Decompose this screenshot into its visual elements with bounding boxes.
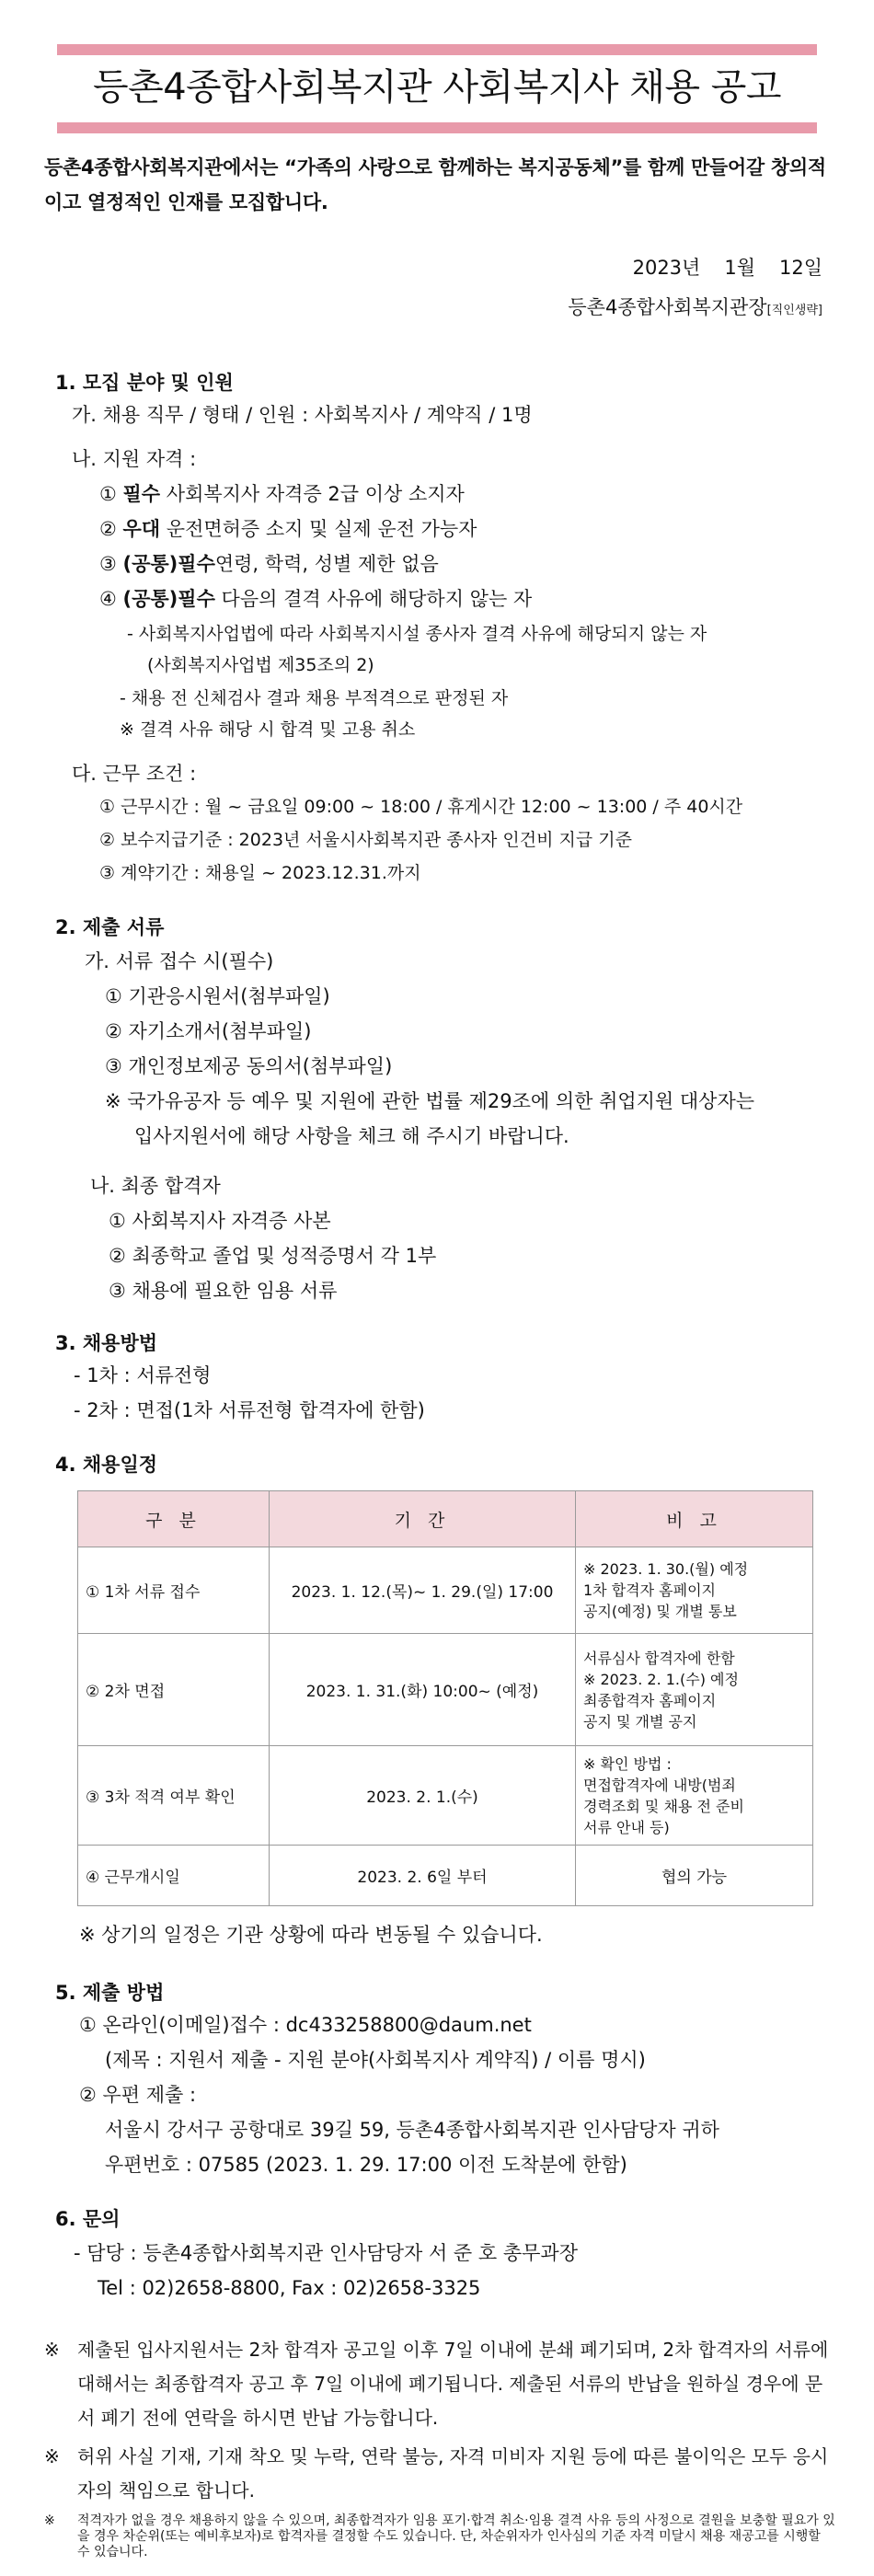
qualification-3-text: 연령, 학력, 성별 제한 없음	[214, 553, 439, 575]
section-3-heading: 3. 채용방법	[55, 1332, 158, 1354]
document-1: ① 기관응시원서(첨부파일)	[105, 985, 330, 1007]
veteran-note-line-2: 입사지원서에 해당 사항을 체크 해 주시기 바랍니다.	[134, 1125, 569, 1147]
date-month: 1월	[724, 257, 755, 279]
col-period-header: 기 간	[270, 1491, 576, 1547]
qualification-2-text: 운전면허증 소지 및 실제 운전 가능자	[166, 518, 477, 540]
col-stage-header: 구 분	[78, 1491, 270, 1547]
date-day: 12일	[778, 257, 822, 279]
col-note-header: 비 고	[576, 1491, 813, 1547]
disqualification-a-ref: (사회복지사업법 제35조의 2)	[147, 655, 374, 675]
note-text: 제출된 입사지원서는 2차 합격자 공고일 이후 7일 이내에 분쇄 폐기되며, 2차 합격자의 서류에 대해서는 최종합격자 공고 후 7일 이내에 폐기됩니다. 제출된 서류의 반납을 원하실 경우에 문서 폐기 전에 연락을 하시면 반납 가능합니다.	[77, 2339, 829, 2429]
method-2: - 2차 : 면접(1차 서류전형 합격자에 한함)	[74, 1399, 425, 1421]
work-conditions-label: 다. 근무 조건 :	[72, 763, 197, 785]
document-2: ② 자기소개서(첨부파일)	[105, 1020, 312, 1042]
method-1: - 1차 : 서류전형	[74, 1364, 212, 1386]
note-mark: ※	[44, 2339, 60, 2361]
table-row	[78, 1846, 813, 1906]
qualification-4-tag: (공통)필수	[122, 588, 215, 610]
note-mark: ※	[44, 2513, 55, 2528]
document-3: ③ 개인정보제공 동의서(첨부파일)	[105, 1055, 393, 1077]
schedule-table	[77, 1490, 813, 1906]
table-row	[78, 1547, 813, 1634]
mail-postal-code: 우편번호 : 07585 (2023. 1. 29. 17:00 이전 도착분에 한함)	[105, 2154, 627, 2176]
note-text: 허위 사실 기재, 기재 착오 및 누락, 연락 불능, 자격 미비자 지원 등에 따른 불이익은 모두 응시자의 책임으로 합니다.	[77, 2445, 829, 2501]
title-bottom-rule	[57, 122, 817, 133]
contact-phone-fax: Tel : 02)2658-8800, Fax : 02)2658-3325	[98, 2277, 481, 2299]
stage-cell: ① 1차 서류 접수	[78, 1547, 270, 1634]
title-top-rule	[57, 44, 817, 55]
work-condition-1: ① 근무시간 : 월 ~ 금요일 09:00 ~ 18:00 / 휴게시간 12:00 ~ 13:00 / 주 40시간	[99, 797, 743, 817]
period-cell: 2023. 2. 1.(수)	[270, 1746, 576, 1846]
table-row	[78, 1634, 813, 1746]
stage-cell: ④ 근무개시일	[78, 1846, 270, 1906]
qualification-3-tag: (공통)필수	[122, 553, 215, 575]
disqualification-a: - 사회복지사업법에 따라 사회복지시설 종사자 결격 사유에 해당되지 않는 자	[127, 624, 707, 644]
final-document-3: ③ 채용에 필요한 임용 서류	[109, 1280, 338, 1302]
qualification-1-text: 사회복지사 자격증 2급 이상 소지자	[166, 483, 465, 505]
documents-required-label: 가. 서류 접수 시(필수)	[85, 950, 274, 972]
period-cell: 2023. 1. 31.(화) 10:00~ (예정)	[270, 1634, 576, 1746]
qualifications-label: 나. 지원 자격 :	[72, 448, 197, 470]
note-mark: ※	[44, 2445, 60, 2467]
stage-cell: ② 2차 면접	[78, 1634, 270, 1746]
submit-mail: ② 우편 제출 :	[79, 2084, 197, 2106]
section-6-heading: 6. 문의	[55, 2208, 121, 2230]
disposal-note	[44, 2333, 835, 2435]
qualification-2-tag: 우대	[122, 518, 161, 540]
work-condition-2: ② 보수지급기준 : 2023년 서울시사회복지관 종사자 인건비 지급 기준	[99, 830, 632, 850]
intro-paragraph: 등촌4종합사회복지관에서는 “가족의 사랑으로 함께하는 복지공동체”를 함께 만들어갈 창의적이고 열정적인 인재를 모집합니다.	[44, 156, 826, 213]
schedule-header-row	[78, 1491, 813, 1547]
veteran-note-line-1: ※ 국가유공자 등 예우 및 지원에 관한 법률 제29조에 의한 취업지원 대상자는	[105, 1090, 755, 1112]
stage-cell: ③ 3차 적격 여부 확인	[78, 1746, 270, 1846]
job-position-line: 가. 채용 직무 / 형태 / 인원 : 사회복지사 / 계약직 / 1명	[72, 404, 533, 426]
disqualification-note: ※ 결격 사유 해당 시 합격 및 고용 취소	[120, 719, 416, 740]
section-1-heading: 1. 모집 분야 및 인원	[55, 372, 234, 394]
note-cell: ※ 확인 방법 : 면접합격자에 내방(범죄 경력조회 및 채용 전 준비 서류 안내 등)	[576, 1746, 813, 1846]
contact-person: - 담당 : 등촌4종합사회복지관 인사담당자 서 준 호 총무과장	[74, 2242, 578, 2264]
section-4-heading: 4. 채용일정	[55, 1454, 158, 1476]
section-2-heading: 2. 제출 서류	[55, 916, 165, 938]
qualification-1-tag: 필수	[122, 483, 161, 505]
qualification-2: ② 우대 운전면허증 소지 및 실제 운전 가능자	[99, 518, 477, 540]
issuer	[568, 293, 822, 320]
date-year: 2023년	[632, 257, 701, 279]
final-document-1: ① 사회복지사 자격증 사본	[109, 1210, 331, 1232]
page-title: 등촌4종합사회복지관 사회복지사 채용 공고	[92, 66, 782, 109]
note-cell: 협의 가능	[576, 1846, 813, 1906]
substitute-note	[44, 2513, 835, 2560]
notice-date	[609, 253, 822, 281]
note-cell: ※ 2023. 1. 30.(월) 예정 1차 합격자 홈페이지 공지(예정) 및 개별 통보	[576, 1547, 813, 1634]
final-pass-label: 나. 최종 합격자	[90, 1175, 221, 1197]
period-cell: 2023. 1. 12.(목)~ 1. 29.(일) 17:00	[270, 1547, 576, 1634]
submit-email-subject: (제목 : 지원서 제출 - 지원 분야(사회복지사 계약직) / 이름 명시)	[105, 2049, 646, 2071]
note-text: 적격자가 없을 경우 채용하지 않을 수 있으며, 최종합격자가 임용 포기·합격 취소·임용 결격 사유 등의 사정으로 결원을 보충할 필요가 있을 경우 차순위(또는 예비후보자)로 합격자를 결정할 수도 있습니다. 단, 차순위자가 인사심의 기준 자격 미달시 채용 재공고를 시행할 수 있습니다.	[77, 2513, 835, 2559]
disqualification-b: - 채용 전 신체검사 결과 채용 부적격으로 판정된 자	[120, 688, 509, 708]
seal-omitted: [직인생략]	[766, 304, 822, 317]
qualification-4-text: 다음의 결격 사유에 해당하지 않는 자	[221, 588, 533, 610]
work-condition-3: ③ 계약기간 : 채용일 ~ 2023.12.31.까지	[99, 863, 421, 883]
note-cell: 서류심사 합격자에 한함 ※ 2023. 2. 1.(수) 예정 최종합격자 홈페이지 공지 및 개별 공지	[576, 1634, 813, 1746]
issuer-name: 등촌4종합사회복지관장	[568, 296, 767, 318]
qualification-1: ① 필수 사회복지사 자격증 2급 이상 소지자	[99, 483, 465, 505]
section-5-heading: 5. 제출 방법	[55, 1982, 165, 2004]
false-info-note	[44, 2440, 835, 2508]
qualification-4: ④ (공통)필수 다음의 결격 사유에 해당하지 않는 자	[99, 588, 533, 610]
schedule-footnote: ※ 상기의 일정은 기관 상황에 따라 변동될 수 있습니다.	[79, 1924, 543, 1946]
period-cell: 2023. 2. 6일 부터	[270, 1846, 576, 1906]
final-document-2: ② 최종학교 졸업 및 성적증명서 각 1부	[109, 1245, 437, 1267]
mail-address: 서울시 강서구 공항대로 39길 59, 등촌4종합사회복지관 인사담당자 귀하	[105, 2119, 719, 2141]
qualification-3: ③ (공통)필수연령, 학력, 성별 제한 없음	[99, 553, 439, 575]
submit-email: ① 온라인(이메일)접수 : dc433258800@daum.net	[79, 2014, 532, 2036]
table-row	[78, 1746, 813, 1846]
